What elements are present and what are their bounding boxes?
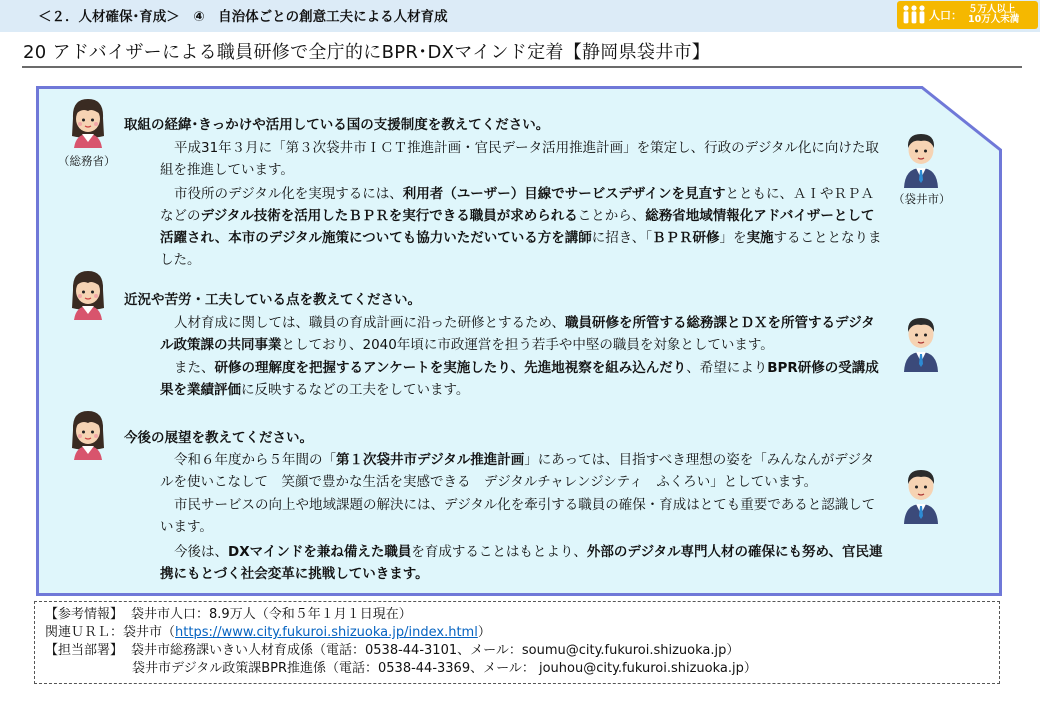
emphasis-text: 実施 bbox=[746, 230, 774, 246]
body-text: としており、2040年頃に市政運営を担う若手や中堅の職員を対象としています。 bbox=[281, 337, 774, 353]
emphasis-text: 研修の理解度を把握するアンケートを実施したり、先進地視察を組み込んだり bbox=[214, 360, 687, 376]
body-text: 」にあっては、目指すべき理想の姿を「みんなんがデジタルを使いこなして 笑顔で豊かな生活を実感できる デジタルチャレンジシティ ふくろい」としています。 bbox=[160, 452, 874, 490]
emphasis-text: 総務省地域情報化アドバイザーとして活躍され、本市のデジタル施策についても協力いただいている方を講師 bbox=[160, 208, 875, 246]
body-text: を育成することはもとより、 bbox=[411, 544, 587, 560]
section-heading: ＜２．人材確保･育成＞ ④ 自治体ごとの創意工夫による人材育成 bbox=[38, 9, 448, 25]
question-1: 取組の経緯･きっかけや活用している国の支援制度を教えてください。 bbox=[124, 117, 550, 133]
answer-2-paragraph-2 bbox=[160, 357, 884, 401]
title-divider bbox=[22, 66, 1022, 68]
city-url-link[interactable]: https://www.city.fukuroi.shizuoka.jp/index.html bbox=[175, 625, 478, 640]
people-icon bbox=[901, 4, 927, 26]
population-badge bbox=[897, 1, 1038, 29]
question-3: 今後の展望を教えてください。 bbox=[124, 430, 313, 446]
emphasis-text: デジタル技術を活用したＢＰＲを実行できる職員が求められる bbox=[200, 208, 578, 224]
body-text: 市民サービスの向上や地域課題の解決には、デジタル化を牽引する職員の確保・育成はとても重要であると認識しています。 bbox=[160, 497, 876, 535]
body-text: また、 bbox=[174, 360, 215, 376]
ministry-caption: （総務省） bbox=[58, 154, 116, 168]
body-text: 今後は、 bbox=[174, 544, 228, 560]
question-2: 近況や苦労・工夫している点を教えてください。 bbox=[124, 292, 421, 308]
body-text: に反映するなどの工夫をしています。 bbox=[241, 382, 470, 398]
ministry-avatar-1 bbox=[66, 96, 110, 152]
body-text: に招き、「 bbox=[591, 230, 652, 246]
emphasis-text: 第１次袋井市デジタル推進計画 bbox=[336, 452, 525, 468]
answer-3-paragraph-2 bbox=[160, 494, 884, 538]
reference-url-line: 関連ＵＲＬ：袋井市（https://www.city.fukuroi.shizuoka.jp/index.html） bbox=[45, 625, 491, 640]
body-text: 」を bbox=[719, 230, 747, 246]
reference-box bbox=[34, 601, 1000, 684]
answer-2-paragraph-1 bbox=[160, 312, 884, 356]
emphasis-text: DXマインドを兼ね備えた職員 bbox=[228, 544, 412, 560]
ministry-avatar-3 bbox=[66, 408, 110, 464]
body-text: 平成31年３月に「第３次袋井市ＩＣＴ推進計画・官民データ活用推進計画」を策定し、行政のデジタル化に向 bbox=[174, 140, 839, 156]
population-label: 人口： bbox=[929, 9, 962, 22]
answer-3-paragraph-3 bbox=[160, 541, 884, 585]
body-text: ことから、 bbox=[577, 208, 646, 224]
city-avatar-2 bbox=[898, 310, 944, 376]
emphasis-text: BPR研修の受講成果を業績評価 bbox=[160, 360, 879, 398]
emphasis-text: 利用者（ユーザー）目線でサービスデザインを見直す bbox=[402, 186, 726, 202]
body-text: とともに、ＡＩやＲＰＡなどの bbox=[160, 186, 874, 224]
answer-1-paragraph-1 bbox=[160, 137, 884, 181]
body-text: 市役所のデジタル化を実現するには、 bbox=[174, 186, 403, 202]
population-range: ５万人以上 10万人未満 bbox=[968, 4, 1020, 25]
reference-info: 【参考情報】 袋井市人口：8.9万人（令和５年１月１日現在） bbox=[45, 607, 412, 622]
body-text: することとなりました。 bbox=[160, 230, 882, 268]
answer-1-paragraph-2 bbox=[160, 183, 884, 271]
city-caption: （袋井市） bbox=[893, 192, 951, 206]
city-avatar-1 bbox=[898, 126, 944, 192]
city-avatar-3 bbox=[898, 462, 944, 528]
emphasis-text: ＢＰＲ研修 bbox=[651, 230, 720, 246]
ministry-avatar-2 bbox=[66, 268, 110, 324]
page-title: 20 アドバイザーによる職員研修で全庁的にBPR･DXマインド定着【静岡県袋井市】 bbox=[23, 42, 711, 63]
answer-3-paragraph-1 bbox=[160, 449, 884, 493]
emphasis-text: 外部のデジタル専門人材の確保にも努め、官民連携にもとづく社会変革に挑戦していきます。 bbox=[160, 544, 883, 582]
reference-contact-1: 【担当部署】 袋井市総務課いきい人材育成係（電話：0538-44-3101、メール：soumu@city.fukuroi.shizuoka.jp） bbox=[45, 643, 740, 658]
body-text: 人材育成に関しては、職員の育成計画に沿った研修とするため、 bbox=[174, 315, 565, 331]
emphasis-text: 職員研修を所管する総務課とＤＸを所管するデジタル政策課の共同事業 bbox=[160, 315, 875, 353]
body-text: 、希望により bbox=[686, 360, 768, 376]
reference-contact-2: 袋井市デジタル政策課BPR推進係（電話：0538-44-3369、メール： jouhou@city.fukuroi.shizuoka.jp） bbox=[132, 661, 757, 676]
body-text: けた取組を推進しています。 bbox=[160, 140, 879, 178]
body-text: 令和６年度から５年間の「 bbox=[174, 452, 336, 468]
